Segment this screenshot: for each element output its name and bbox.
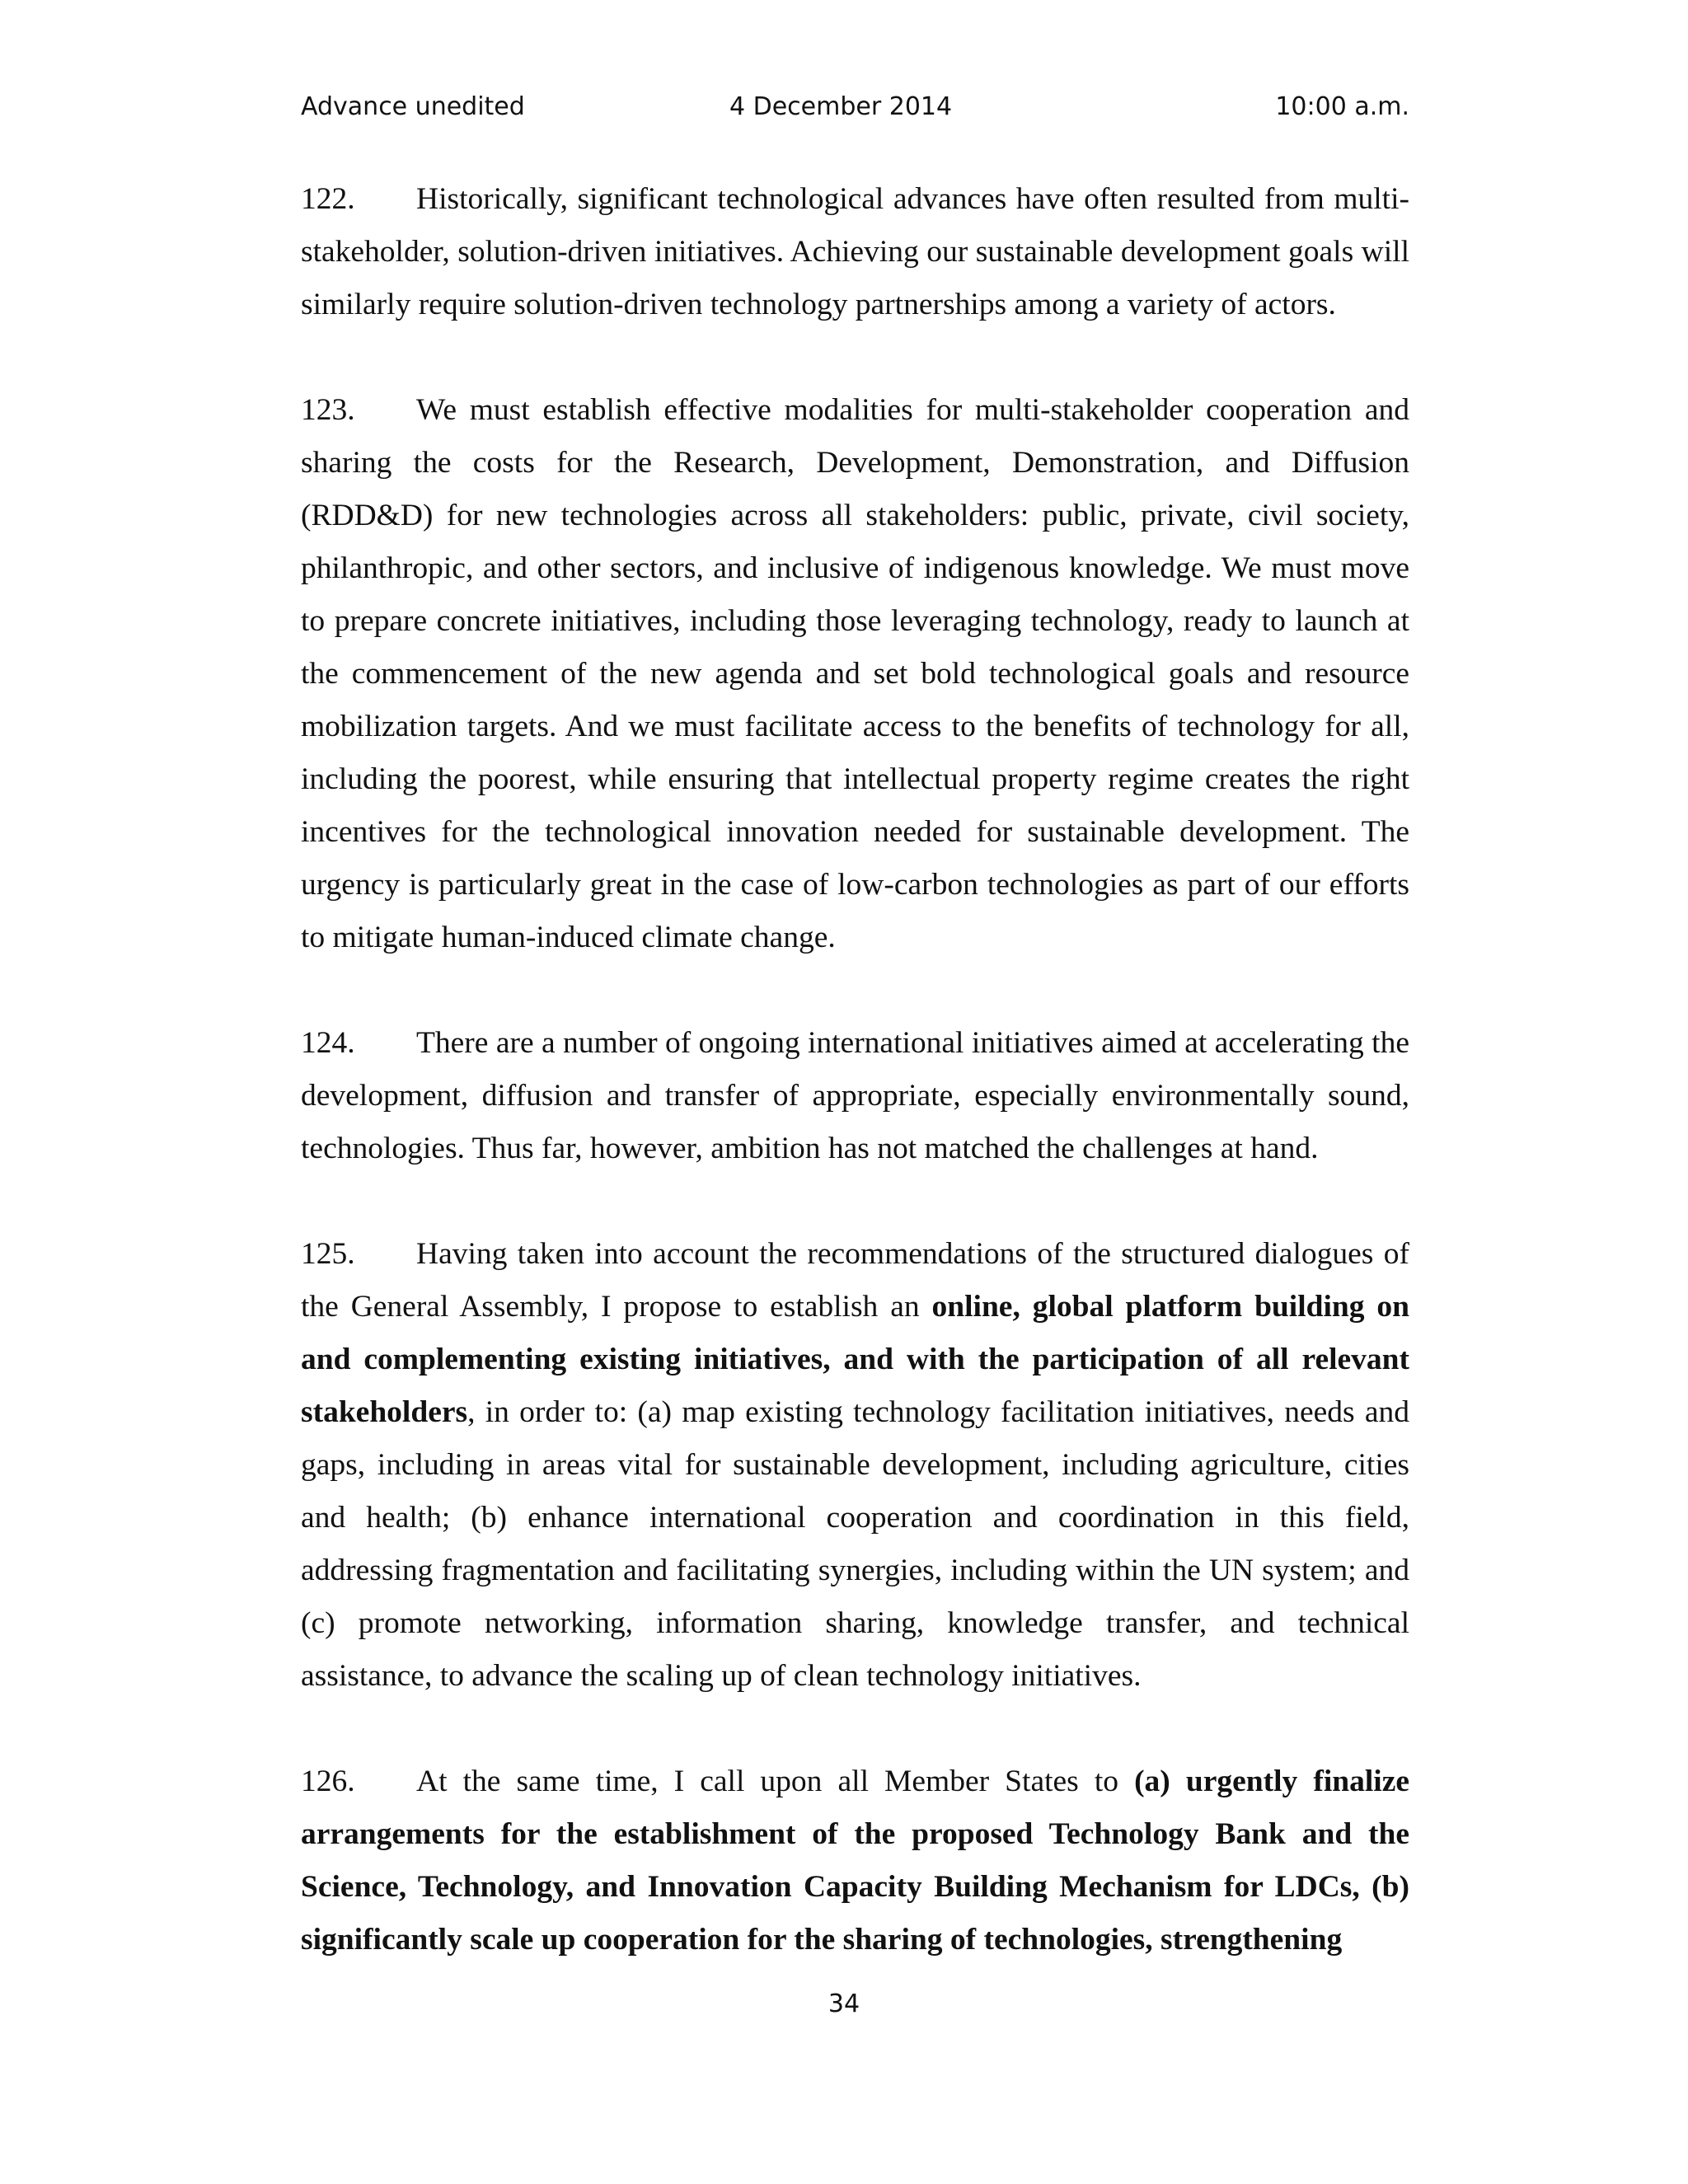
header-status: Advance unedited bbox=[301, 92, 525, 121]
paragraph-number: 122. bbox=[301, 182, 355, 216]
paragraph-bold-text: (a) urgently finalize arrangements for the establishment of the proposed Technology Bank and the Science, Technology, and Innovation Capacity Building Mechanism for LDCs, (b) significantly scale up cooperation for the sharing of technologies, strengthening bbox=[301, 1765, 1409, 1957]
paragraph-number: 123. bbox=[301, 393, 355, 427]
page-footer bbox=[0, 1990, 1688, 2018]
paragraph-text: Historically, significant technological advances have often resulted from multi-stakeholder, solution-driven initiatives. Achieving our sustainable development goals will similarly require solution-driven technology partnerships among a variety of actors. bbox=[301, 182, 1409, 321]
document-body bbox=[301, 173, 1409, 2019]
paragraph-number: 124. bbox=[301, 1026, 355, 1060]
paragraph-123 bbox=[301, 384, 1409, 964]
header-date: 4 December 2014 bbox=[729, 92, 953, 121]
header-time: 10:00 a.m. bbox=[1275, 92, 1409, 121]
paragraph-text: At the same time, I call upon all Member States to bbox=[416, 1765, 1135, 1798]
paragraph-number: 126. bbox=[301, 1765, 355, 1798]
paragraph-126 bbox=[301, 1755, 1409, 1966]
paragraph-bold-text: online, global platform building on and complementing existing initiatives, and with the participation of all relevant stakeholders bbox=[301, 1290, 1409, 1429]
paragraph-125 bbox=[301, 1228, 1409, 1703]
paragraph-number: 125. bbox=[301, 1237, 355, 1271]
page-number: 34 bbox=[828, 1990, 860, 2018]
paragraph-122 bbox=[301, 173, 1409, 331]
paragraph-text: There are a number of ongoing international initiatives aimed at accelerating the development, diffusion and transfer of appropriate, especially environmentally sound, technologies. Thus far, however, ambition has not matched the challenges at hand. bbox=[301, 1026, 1409, 1165]
paragraph-text: We must establish effective modalities for multi-stakeholder cooperation and sharing the costs for the Research, Development, Demonstration, and Diffusion (RDD&D) for new technologies across all stakeholders: public, private, civil society, philanthropic, and other sectors, and inclusive of indigenous knowledge. We must move to prepare concrete initiatives, including those leveraging technology, ready to launch at the commencement of the new agenda and set bold technological goals and resource mobilization targets. And we must facilitate access to the benefits of technology for all, including the poorest, while ensuring that intellectual property regime creates the right incentives for the technological innovation needed for sustainable development. The urgency is particularly great in the case of low-carbon technologies as part of our efforts to mitigate human-induced climate change. bbox=[301, 393, 1409, 954]
page-header bbox=[301, 92, 1409, 125]
paragraph-text: Having taken into account the recommendations of the structured dialogues of the General Assembly, I propose to establish an bbox=[301, 1237, 1409, 1324]
paragraph-124 bbox=[301, 1017, 1409, 1175]
paragraph-text: , in order to: (a) map existing technology facilitation initiatives, needs and gaps, including in areas vital for sustainable development, including agriculture, cities and health; (b) enhance international cooperation and coordination in this field, addressing fragmentation and facilitating synergies, including within the UN system; and (c) promote networking, information sharing, knowledge transfer, and technical assistance, to advance the scaling up of clean technology initiatives. bbox=[301, 1395, 1409, 1693]
